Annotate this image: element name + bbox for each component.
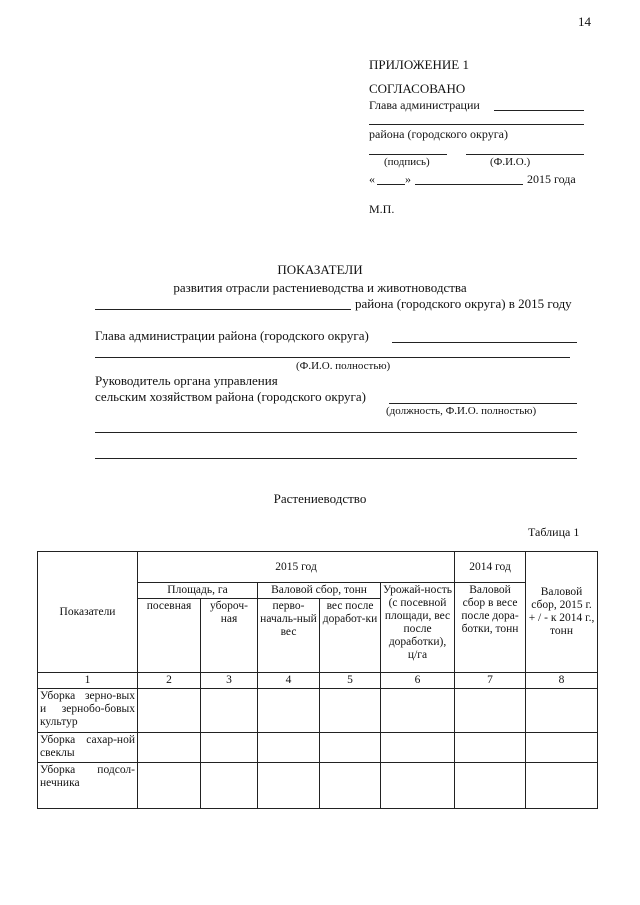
table-label: Таблица 1 xyxy=(528,525,580,539)
col-number-7: 7 xyxy=(455,673,526,689)
cell-empty[interactable] xyxy=(381,733,455,763)
agreed-label: СОГЛАСОВАНО xyxy=(369,81,466,96)
cell-empty[interactable] xyxy=(201,733,258,763)
cell-empty[interactable] xyxy=(320,733,381,763)
header-sown: посевная xyxy=(138,599,201,673)
row-label-sunflower: Уборка подсол-нечника xyxy=(38,763,138,809)
head-line-label: Глава администрации района (городского округа) xyxy=(95,328,369,343)
head-hint: (Ф.И.О. полностью) xyxy=(296,360,391,372)
head-name-line xyxy=(392,342,577,343)
col-number-1: 1 xyxy=(38,673,138,689)
fio-hint: (Ф.И.О.) xyxy=(490,156,531,168)
date-day-line xyxy=(377,184,405,185)
col-number-8: 8 xyxy=(526,673,598,689)
cell-empty[interactable] xyxy=(138,763,201,809)
header-2015: 2015 год xyxy=(138,552,455,583)
cell-empty[interactable] xyxy=(526,689,598,733)
header-gross-2014: Валовой сбор в весе после дора-ботки, тонн xyxy=(455,583,526,673)
col-number-3: 3 xyxy=(201,673,258,689)
manager-line-1: Руководитель органа управления xyxy=(95,373,278,388)
cell-empty[interactable] xyxy=(258,733,320,763)
cell-empty[interactable] xyxy=(526,733,598,763)
manager-name-line-3 xyxy=(95,458,577,459)
cell-empty[interactable] xyxy=(258,689,320,733)
section-title: Растениеводство xyxy=(273,491,367,506)
date-year-label: 2015 года xyxy=(527,172,576,186)
header-indicators: Показатели xyxy=(38,552,138,673)
head-admin-label: Глава администрации xyxy=(369,98,480,112)
col-number-4: 4 xyxy=(258,673,320,689)
manager-name-line-2 xyxy=(95,432,577,433)
header-2014: 2014 год xyxy=(455,552,526,583)
manager-hint: (должность, Ф.И.О. полностью) xyxy=(386,405,537,417)
col-number-5: 5 xyxy=(320,673,381,689)
fio-line xyxy=(466,154,584,155)
cell-empty[interactable] xyxy=(455,689,526,733)
cell-empty[interactable] xyxy=(381,763,455,809)
date-open-quote: « xyxy=(369,172,375,186)
cell-empty[interactable] xyxy=(381,689,455,733)
date-close-quote: » xyxy=(405,172,411,186)
page-number: 14 xyxy=(578,14,591,29)
district-year-label: района (городского округа) в 2015 году xyxy=(355,296,572,311)
header-area: Площадь, га xyxy=(138,583,258,599)
header-yield: Урожай-ность (с посевной площади, вес после доработки), ц/га xyxy=(381,583,455,673)
manager-line-2: сельским хозяйством района (городского округа) xyxy=(95,389,366,404)
row-label-sugar-beet: Уборка сахар-ной свеклы xyxy=(38,733,138,763)
signature-hint: (подпись) xyxy=(384,156,430,168)
seal-label: М.П. xyxy=(369,202,395,216)
head-name-line-2 xyxy=(95,357,570,358)
table-row xyxy=(38,733,598,763)
cell-empty[interactable] xyxy=(201,689,258,733)
district-name-line xyxy=(95,309,351,310)
cell-empty[interactable] xyxy=(138,733,201,763)
date-month-line xyxy=(415,184,523,185)
admin-name-line xyxy=(369,124,584,125)
signature-line xyxy=(369,154,447,155)
cell-empty[interactable] xyxy=(201,763,258,809)
cell-empty[interactable] xyxy=(138,689,201,733)
cell-empty[interactable] xyxy=(455,763,526,809)
doc-subtitle: развития отрасли растениеводства и животноводства xyxy=(173,280,467,295)
cell-empty[interactable] xyxy=(258,763,320,809)
col-number-6: 6 xyxy=(381,673,455,689)
manager-name-line xyxy=(389,403,577,404)
row-label-grain: Уборка зерно-вых и зернобо-бовых культур xyxy=(38,689,138,733)
header-harvested: убороч-ная xyxy=(201,599,258,673)
cell-empty[interactable] xyxy=(320,689,381,733)
table-row xyxy=(38,689,598,733)
appendix-label: ПРИЛОЖЕНИЕ 1 xyxy=(369,57,469,72)
doc-title: ПОКАЗАТЕЛИ xyxy=(277,262,363,277)
cell-empty[interactable] xyxy=(526,763,598,809)
header-after-weight: вес после доработ-ки xyxy=(320,599,381,673)
header-gross-diff: Валовой сбор, 2015 г. + / - к 2014 г., тонн xyxy=(526,552,598,673)
district-label: района (городского округа) xyxy=(369,127,508,141)
cell-empty[interactable] xyxy=(455,733,526,763)
table-row xyxy=(38,763,598,809)
head-admin-fill-line xyxy=(494,110,584,111)
cell-empty[interactable] xyxy=(320,763,381,809)
col-number-2: 2 xyxy=(138,673,201,689)
header-gross-2015: Валовой сбор, тонн xyxy=(258,583,381,599)
header-initial-weight: перво-началь-ный вес xyxy=(258,599,320,673)
crop-table xyxy=(37,551,598,809)
